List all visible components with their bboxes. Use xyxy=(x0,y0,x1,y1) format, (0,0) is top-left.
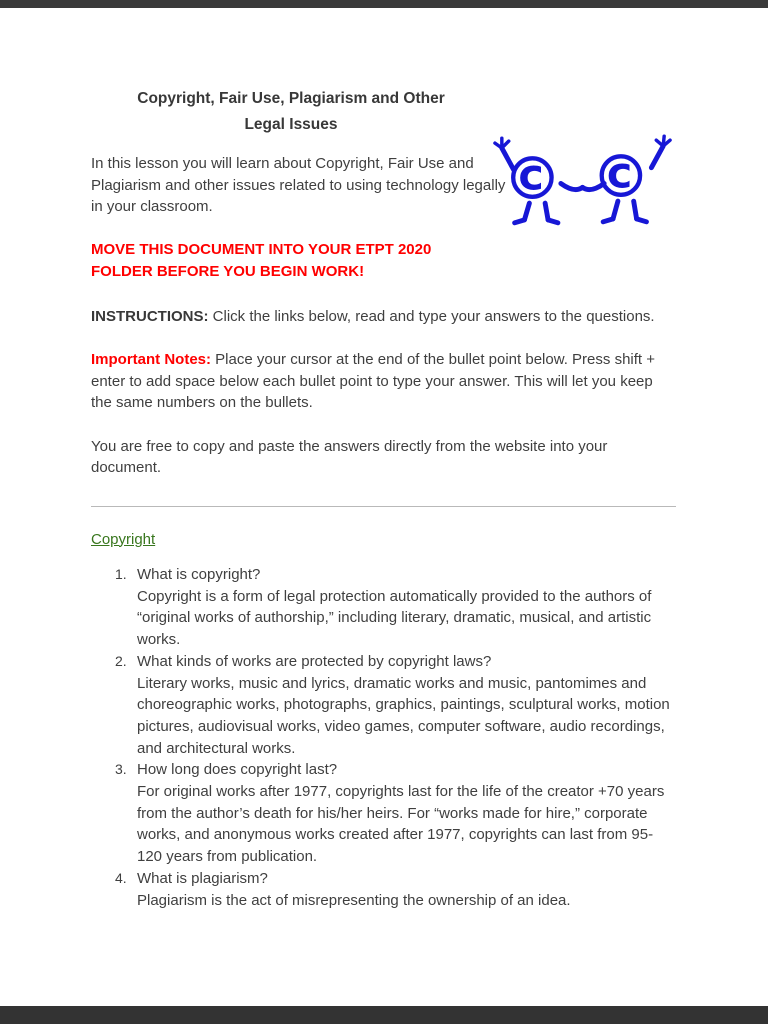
page-title-line1: Copyright, Fair Use, Plagiarism and Other xyxy=(137,90,445,107)
question-text: What is plagiarism? xyxy=(137,869,268,887)
question-text: What is copyright? xyxy=(137,566,261,583)
instructions-paragraph xyxy=(91,306,676,328)
question-text: How long does copyright last? xyxy=(137,761,338,779)
question-text: What kinds of works are protected by copyright laws? xyxy=(137,652,492,670)
important-notes-paragraph xyxy=(91,349,676,414)
important-notes-label: Important Notes: xyxy=(91,351,211,368)
intro-paragraph: In this lesson you will learn about Copyright, Fair Use and Plagiarism and other issues related to using technology legally in your classroom. xyxy=(91,155,506,215)
list-item xyxy=(91,651,676,760)
list-item xyxy=(91,564,676,651)
svg-text:©: © xyxy=(591,142,651,212)
svg-text:©: © xyxy=(502,144,562,214)
section-divider xyxy=(91,506,676,507)
page-title-line2: Legal Issues xyxy=(244,116,338,133)
list-item xyxy=(91,759,676,868)
instructions-text: Click the links below, read and type your answers to the questions. xyxy=(208,307,655,325)
answer-text: Copyright is a form of legal protection automatically provided to the authors of “original works of authorship,” including literary, dramatic, musical, and artistic works. xyxy=(137,587,652,649)
warning-line1: MOVE THIS DOCUMENT INTO YOUR ETPT 2020 xyxy=(91,240,432,258)
answer-text: Plagiarism is the act of misrepresenting the ownership of an idea. xyxy=(137,891,571,909)
list-item xyxy=(91,868,676,911)
answer-text: For original works after 1977, copyrights last for the life of the creator +70 years from the author’s death for his/her heirs. For “works made for hire,” corporate works, and anonymous works created after 1977, copyrights can last from 95-120 years from publication. xyxy=(137,783,665,866)
item-number: 3. xyxy=(115,761,127,778)
copy-note-paragraph: You are free to copy and paste the answers directly from the website into your document. xyxy=(91,437,608,476)
warning-text xyxy=(91,239,676,284)
item-number: 2. xyxy=(115,652,127,669)
item-number: 4. xyxy=(115,869,127,886)
copyright-link[interactable]: Copyright xyxy=(91,530,156,548)
copyright-characters-image xyxy=(492,131,674,229)
page-title xyxy=(91,86,491,138)
instructions-label: INSTRUCTIONS: xyxy=(91,307,209,325)
warning-line2: FOLDER BEFORE YOU BEGIN WORK! xyxy=(91,263,365,280)
viewer-bottom-bar xyxy=(0,1006,768,1024)
qa-list xyxy=(91,564,676,911)
copyright-section-header xyxy=(91,529,676,551)
item-number: 1. xyxy=(115,566,127,582)
answer-text: Literary works, music and lyrics, dramatic works and music, pantomimes and choreographic works, photographs, graphics, paintings, sculptural works, motion pictures, audiovisual works, video games, computer software, audio recordings, and architectural works. xyxy=(137,674,670,757)
important-notes-text: Place your cursor at the end of the bullet point below. Press shift + enter to add space below each bullet point to type your answer. This will let you keep the same numbers on the bullets. xyxy=(91,351,656,411)
